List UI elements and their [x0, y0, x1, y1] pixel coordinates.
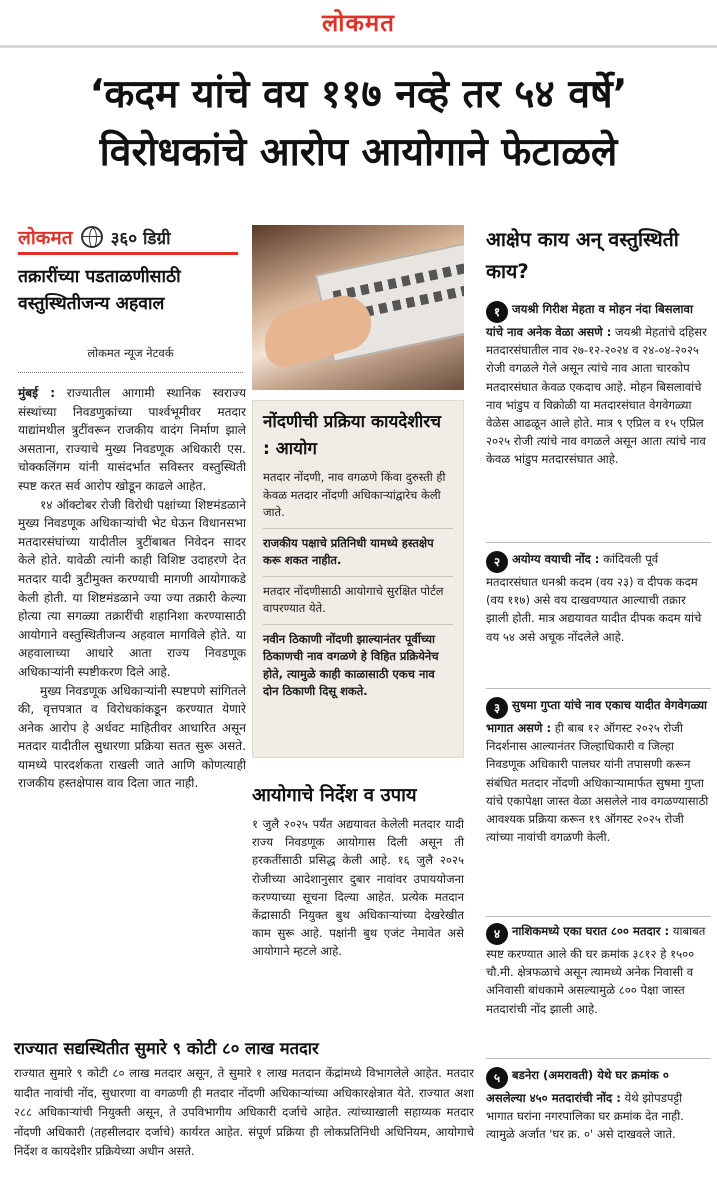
headline-line-1: ‘कदम यांचे वय ११७ नव्हे तर ५४ वर्षे’: [89, 72, 628, 117]
objection-item-2: [486, 550, 711, 646]
brand-tag: [18, 224, 171, 250]
objection-title: जयश्री गिरीश मेहता व मोहन नंदा बिसलावा यांचे नाव अनेक वेळा असणे :: [486, 302, 693, 339]
registration-point-4: नवीन ठिकाणी नोंदणी झाल्यानंतर पूर्वीच्या ठिकाणची नाव वगळणे हे विहित प्रक्रियेनेच होते, त्यामुळे काही काळासाठी एकच नाव दोन ठिकाणी दिसू शकते.: [263, 631, 439, 698]
hand-image: [257, 290, 377, 372]
objection-body: जयश्री मेहतांचे दहिसर मतदारसंघातील नाव २७-१२-२०२४ व २४-०४-२०२५ रोजी वगळले गेले असून त्यांचे नाव आता चारकोप मतदारसंघात केवळ एकदाच आहे. मोहन बिसलावांचे नाव भांडुप व विक्रोळी या मतदारसंघात वेगवेगळ्या वेळेस आढळून आले होते. मात्र ९ एप्रिल व १५ एप्रिल २०२५ रोजी त्यांचे नाव वगळले असून आता त्यांचे नाव केवळ भांडुप मतदारसंघात आहे.: [486, 325, 707, 467]
objection-body: याबाबत स्पष्ट करण्यात आले की घर क्रमांक ३८१२ हे १५०० चौ.मी. क्षेत्रफळाचे असून त्यामध्ये अनेक निवासी व अनिवासी बांधकामे असल्यामुळे ८०० पेक्षा जास्त मतदारांची नोंद झाली आहे.: [486, 924, 706, 1016]
number-badge: ४: [486, 923, 508, 945]
number-badge: २: [486, 551, 508, 573]
divider: [486, 542, 711, 543]
instructions-title: आयोगाचे निर्देश व उपाय: [252, 785, 417, 806]
main-article: [18, 384, 246, 793]
byline: लोकमत न्यूज नेटवर्क: [87, 346, 174, 360]
brand-divider: [18, 252, 238, 255]
number-badge: १: [486, 301, 508, 323]
masthead: [0, 0, 717, 48]
objection-body: कांदिवली पूर्व मतदारसंघात धनश्री कदम (वय २३) व दीपक कदम (वय ११७) असे वय दाखवण्यात आल्याची तक्रार झाली होती. मात्र अद्ययावत यादीत दीपक कदम यांचे वय ५४ असे अचूक नोंदलेले आहे.: [486, 552, 702, 644]
registration-point-2: राजकीय पक्षाचे प्रतिनिधी यामध्ये हस्तक्षेप करू शकत नाहीत.: [263, 535, 434, 567]
objection-body: ही बाब १२ ऑगस्ट २०२५ रोजी निदर्शनास आल्यानंतर जिल्हाधिकारी व जिल्हा निवडणूक अधिकारी पालघर यांनी तपासणी करून संबंधित मतदार नोंदणी अधिकाऱ्यामार्फत सुषमा गुप्ता यांचे एकापेक्षा जास्त वेळा असलेले नाव वगळण्यासाठी आवश्यक प्रक्रिया करून १९ ऑगस्ट २०२५ रोजी त्यांच्या नावांची वगळणी केली.: [486, 721, 709, 845]
objection-title: सुषमा गुप्ता यांचे नाव एकाच यादीत वेगवेगळ्या भागात असणे :: [486, 698, 708, 735]
article-paragraph-3: मुख्य निवडणूक अधिकाऱ्यांनी स्पष्टपणे सांगितले की, वृत्तपत्रात व विरोधकांकडून करण्यात येणारे अनेक आरोप हे अर्धवट माहितीवर आधारित असून मतदार यादीतील सुधारणा प्रक्रिया सतत सुरू असते. यामध्ये पारदर्शकता राखली जाते आणि कोणत्याही राजकीय हस्तक्षेपास वाव दिला जात नाही.: [18, 683, 246, 791]
instructions-body: १ जुलै २०२५ पर्यंत अद्ययावत केलेली मतदार यादी राज्य निवडणूक आयोगास दिली असून ती हरकतींसाठी प्रसिद्ध केली आहे. १६ जुलै २०२५ रोजीच्या आदेशानुसार दुबार नावांवर उपाययोजना करण्याच्या सूचना दिल्या आहेत. प्रत्येक मतदान केंद्रासाठी नियुक्त बुथ अधिकाऱ्यांच्या देखरेखीत काम सुरू आहे. पक्षांनी बुथ एजंट नेमावेत असे आयोगाने म्हटले आहे.: [252, 817, 464, 959]
objections-title: आक्षेप काय अन् वस्तुस्थिती काय?: [486, 228, 679, 283]
objection-item-5: [486, 1066, 711, 1144]
registration-box-title: नोंदणीची प्रक्रिया कायदेशीरच : आयोग: [263, 412, 442, 459]
objection-item-3: [486, 696, 711, 846]
number-badge: ५: [486, 1067, 508, 1089]
objection-title: अयोग्य वयाची नोंद :: [512, 552, 600, 566]
voters-body: राज्यात सुमारे ९ कोटी ८० लाख मतदार असून, ते सुमारे १ लाख मतदान केंद्रांमध्ये विभागलेले आहेत. मतदार यादीत नावांची नोंद, सुधारणा वा वगळणी ही मतदार नोंदणी अधिकाऱ्यांच्या अधिकारक्षेत्रात येते. राज्यात अशा २८८ अधिकाऱ्यांची नियुक्ती असून, ते उपविभागीय अधिकारी दर्जाचे आहेत. त्यांच्याखाली सहाय्यक मतदार नोंदणी अधिकारी (तहसीलदार दर्जाचे) कार्यरत आहेत. संपूर्ण प्रक्रिया ही लोकप्रतिनिधी अधिनियम, आयोगाचे निर्देश व कायदेशीर प्रक्रियेच्या अधीन असते.: [14, 1066, 474, 1158]
brand-degree: ३६० डिग्री: [110, 228, 171, 249]
globe-icon: [81, 226, 103, 248]
article-paragraph-1-text: राज्यातील आगामी स्थानिक स्वराज्य संस्थांच्या निवडणुकांच्या पार्श्वभूमीवर मतदार याद्यांमधील त्रुटींवरून राजकीय वादंग निर्माण झाले असताना, राज्याचे मुख्य निवडणूक अधिकारी एस. चोक्कलिंगम यांनी यासंदर्भात सविस्तर वस्तुस्थिती स्पष्ट करत सर्व आरोप खोडून काढले आहेत.: [18, 386, 247, 493]
article-paragraph-1: [18, 384, 246, 496]
registration-point-3: मतदार नोंदणीसाठी आयोगाचे सुरक्षित पोर्टल वापरण्यात येते.: [263, 583, 444, 615]
headline-line-2: विरोधकांचे आरोप आयोगाने फेटाळले: [99, 130, 618, 175]
objection-body: येथे झोपडपट्टी भागात घरांना नगरपालिका घर क्रमांक देत नाही. त्यामुळे अर्जात 'घर क्र. ०' असे दाखवले जाते.: [486, 1091, 684, 1142]
brand-logo: लोकमत: [18, 227, 73, 249]
byline-divider: [18, 372, 243, 373]
subhead: तक्रारींच्या पडताळणीसाठी वस्तुस्थितीजन्य अहवाल: [18, 267, 181, 314]
voters-title: राज्यात सद्यस्थितीत सुमारे ९ कोटी ८० लाख मतदार: [14, 1039, 319, 1058]
divider: [486, 688, 711, 689]
evm-photo: [252, 225, 464, 390]
objection-title: नाशिकमध्ये एका घरात ८०० मतदार :: [512, 924, 670, 938]
headline: [0, 66, 717, 182]
number-badge: ३: [486, 697, 508, 719]
article-paragraph-2: १४ ऑक्टोबर रोजी विरोधी पक्षांच्या शिष्टमंडळाने मुख्य निवडणूक अधिकाऱ्यांची भेट घेऊन विधानसभा मतदारसंघांच्या यादीतील त्रुटींबाबत निवेदन सादर केले होते. यावेळी त्यांनी काही विशिष्ट उदाहरणे देत मतदार यादी त्रुटीमुक्त करण्याची मागणी आयोगाकडे केली होती. या शिष्टमंडळाने ज्या ज्या तक्रारी केल्या होत्या त्या सगळ्या तक्रारींची शहानिशा करण्यासाठी आयोगाने वस्तुस्थितीजन्य अहवाल मागविले होते. या अहवालाच्या आधारे आता राज्य निवडणूक अधिकाऱ्यांनी स्पष्टीकरण दिले आहे.: [18, 497, 246, 679]
objection-title: बडनेरा (अमरावती) येथे घर क्रमांक ० असलेल्या ४५० मतदारांची नोंद :: [486, 1068, 669, 1105]
divider: [486, 916, 711, 917]
divider: [486, 1058, 711, 1059]
objection-item-1: [486, 300, 711, 469]
masthead-logo: लोकमत: [322, 8, 395, 37]
registration-point-1: मतदार नोंदणी, नाव वगळणे किंवा दुरुस्ती ही केवळ मतदार नोंदणी अधिकाऱ्यांद्वारेच केली जाते.: [263, 470, 446, 519]
registration-box: [252, 400, 464, 758]
objection-item-4: [486, 922, 711, 1018]
dateline: मुंबई :: [18, 386, 56, 400]
